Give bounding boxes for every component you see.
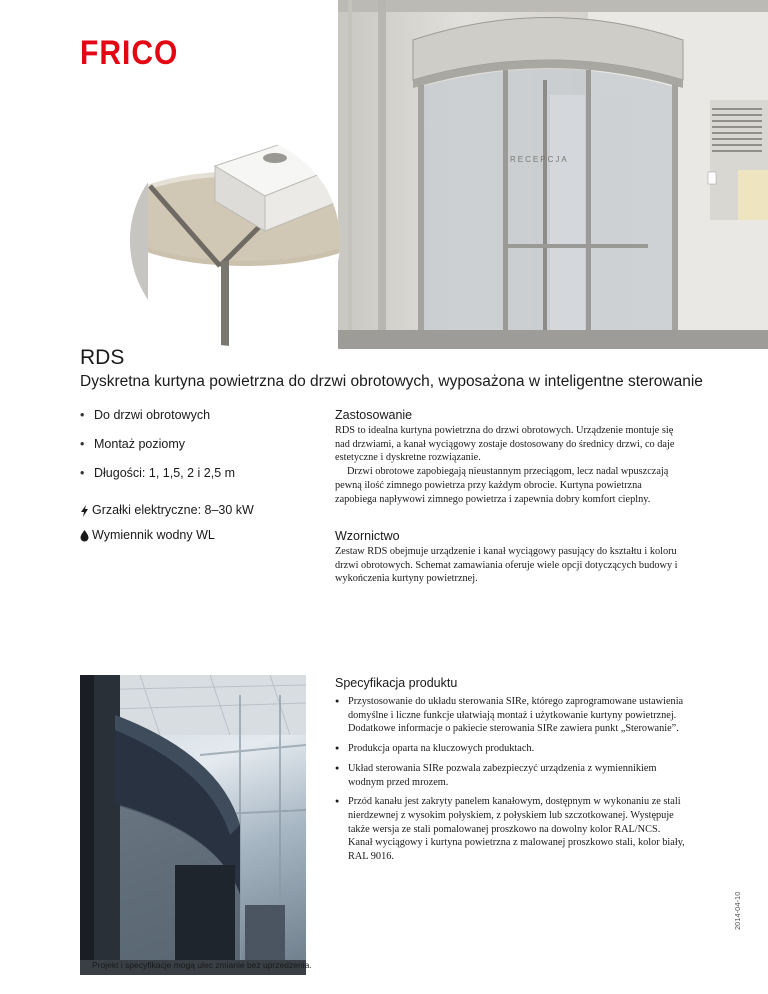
feature-item: • Długości: 1, 1,5, 2 i 2,5 m [80, 466, 320, 481]
installation-photo [80, 675, 306, 975]
application-paragraph-2: Drzwi obrotowe zapobiegają nieustannym przeciągom, lecz nadal wpuszczają pewną ilość zimnego powietrza przy każdym obrocie. Kurtyna powietrzna zapobiega napływowi zimnego powietrza i zapewnia dobry komfort cieplny. [335, 466, 669, 505]
reception-sign: RECEPCJA [510, 155, 569, 164]
heating-options [80, 503, 254, 553]
product-subtitle: Dyskretna kurtyna powietrzna do drzwi obrotowych, wyposażona w inteligentne sterowanie [80, 373, 703, 390]
revolving-door-illustration [338, 0, 768, 349]
frico-logo: FRICO [80, 34, 179, 72]
product-title: RDS [80, 346, 125, 369]
spec-item: ● Przystosowanie do układu sterowania SIRe, którego zaprogramowane ustawienia domyślne i liczne funkcje ułatwiają montaż i użytkowanie kurtyny powietrznej. Dodatkowe informacje o pakiecie sterowania SIRe zawiera punkt „Sterowanie”. [335, 695, 685, 736]
feature-item: • Montaż poziomy [80, 437, 320, 452]
spec-item: ● Układ sterowania SIRe pozwala zabezpieczyć urządzenia z wymiennikiem wodnym przed mrozem. [335, 762, 685, 789]
feature-list [80, 408, 320, 495]
water-heating-row [80, 528, 254, 543]
spec-item: ● Produkcja oparta na kluczowych produktach. [335, 742, 685, 756]
application-heading: Zastosowanie [335, 408, 413, 422]
air-curtain-illustration [130, 136, 340, 346]
lightning-icon [80, 505, 89, 517]
electric-heating-row [80, 503, 254, 518]
water-drop-icon [80, 530, 89, 542]
revolving-door-photo [338, 0, 768, 349]
electric-heating-label: Grzałki elektryczne: 8–30 kW [92, 503, 254, 517]
design-text: Zestaw RDS obejmuje urządzenie i kanał wyciągowy pasujący do kształtu i koloru drzwi obrotowych. Schemat zamawiania oferuje wiele opcji dotyczących budowy i wykończenia kurtyny powietrznej. [335, 546, 678, 585]
feature-item: • Do drzwi obrotowych [80, 408, 320, 423]
spec-heading: Specyfikacja produktu [335, 676, 458, 690]
hero-section [0, 0, 768, 349]
water-heating-label: Wymiennik wodny WL [92, 528, 215, 542]
footer-disclaimer: Projekt i specyfikacje mogą ulec zmianie bez uprzedzenia. [92, 960, 312, 970]
application-paragraph-1: RDS to idealna kurtyna powietrzna do drzwi obrotowych. Urządzenie montuje się nad drzwiami, a kanał wyciągowy zostaje dostosowany do średnicy drzwi, co daje estetyczne i dyskretne rozwiązanie. [335, 425, 675, 464]
spec-list [335, 695, 685, 870]
installation-illustration [80, 675, 306, 975]
application-text [335, 424, 680, 506]
spec-item: ● Przód kanału jest zakryty panelem kanałowym, dostępnym w wykonaniu ze stali nierdzewnej z wysokim połyskiem, z połyskiem lub szczotkowanej. Występuje także wersja ze stali pomalowanej proszkowo na dowolny kolor RAL/NCS. Kanał wyciągowy i kurtyna powietrzna z malowanej proszkowo stali, kolor biały, RAL 9016. [335, 795, 685, 864]
air-curtain-closeup-photo [130, 136, 340, 346]
design-heading: Wzornictwo [335, 529, 400, 543]
document-date: 2014-04-10 [733, 891, 742, 930]
